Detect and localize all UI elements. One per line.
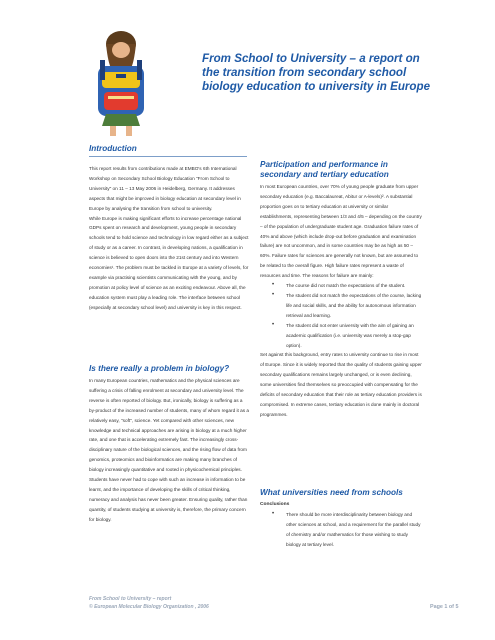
problem-heading: Is there really a problem in biology? bbox=[89, 364, 230, 373]
conclusions-list bbox=[260, 510, 422, 550]
intro-paragraph-2: While Europe is making significant efforts to increase percentage national GDPs spent on research and development, young people in secondary schools tend to hold science and technology in low regard either as a subject of study or as a career. In contrast, in developing nations, a qualification in science is believed to open doors into the 21st century and into Western economies¹. The problem must be tackled in Europe at a variety of levels, for example via practising scientists communicating with the young, and by promotion at policy level of science as an exciting endeavour. Above all, the education system must play a leading role. The interface between school (especially at secondary school level) and university is key in this respect. bbox=[89, 215, 249, 310]
document-title: From School to University – a report on the transition from secondary school biology education to university in Europe bbox=[202, 52, 431, 93]
left-column bbox=[89, 164, 249, 313]
conclusions-label: Conclusions bbox=[260, 502, 290, 507]
list-item: • The course did not match the expectations of the student. bbox=[272, 282, 406, 289]
failure-reasons-list bbox=[260, 281, 422, 350]
list-item: • The student did not match the expectations of the course, lacking life and social skills, and the ability for autonomous information retrieval and learning. bbox=[272, 291, 422, 318]
list-item: • The student did not enter university with the aim of gaining an academic qualification (i.e. university was merely a stop-gap option). bbox=[272, 321, 414, 348]
right-column-lower bbox=[260, 500, 422, 550]
schoolgirl-with-backpack-icon bbox=[86, 30, 156, 136]
right-column bbox=[260, 182, 422, 420]
list-item: • There should be more interdisciplinarity between biology and other sciences at school, and a requirement for the parallel study of chemistry and/or mathematics for those wishing to study biology at tertiary level. bbox=[272, 510, 421, 547]
footer bbox=[89, 596, 401, 611]
problem-paragraph-1: In many European countries, mathematics and the physical sciences are suffering a crisis of falling enrolment at secondary and university level. The reverse is often reported of biology. But, ironically, biology is suffering as a by-product of the increased number of students, many of whom regard it as a relatively easy, "soft", science. Yet compared with other sciences, new knowledge and technical approaches are arising in biology at a much higher rate, and one that is accelerating extremely fast. The increasingly cross-disciplinary nature of the biological sciences, and the rising flow of data from genomics, proteomics and bioinformatics are making many branches of biology increasingly quantitative and rooted in physicochemical principles. Students have never had to cope with such an increase in information to be learnt, and the importance of developing the skills of critical thinking, numeracy and analysis has never been greater. Ensuring quality, rather than quantity, of students studying at university is, therefore, the primary concern for biology. bbox=[89, 378, 249, 522]
needs-heading: What universities need from schools bbox=[260, 488, 403, 497]
page-number: Page 1 of 5 bbox=[430, 604, 459, 610]
left-column-lower bbox=[89, 376, 249, 525]
introduction-rule bbox=[89, 156, 247, 157]
participation-paragraph-2: Set against this background, entry rates to university continue to rise in most of Europe. Since it is widely reported that the quality of students gaining upper secondary qualifications remains largely unchanged, or is even declining, some universities find themselves so preoccupied with compensating for the deficits of secondary education that their role as tertiary education providers is compromised. In extreme cases, tertiary education is done mainly in doctoral programmes. bbox=[260, 352, 422, 417]
footer-copyright: © European Molecular Biology Organization , 2006 bbox=[89, 603, 209, 610]
participation-heading: Participation and performance in secondary and tertiary education bbox=[260, 160, 389, 179]
introduction-heading: Introduction bbox=[89, 144, 137, 153]
footer-title: From School to University – report bbox=[89, 596, 172, 602]
intro-paragraph-1: This report results from contributions made at EMBO's 6th International Workshop on Secondary School Biology Education "From School to University" on 11 – 13 May 2006 in Heidelberg, Germany. It addresses aspects that might be improved in biology education at secondary level in Europe by analysing the transition from school to university. bbox=[89, 166, 241, 211]
participation-paragraph-1: In most European countries, over 70% of young people graduate from upper secondary education (e.g. Baccalaureat, Abitur or A-levels)². A substantial proportion goes on to tertiary education at university or similar establishments, representing between 1/3 and 4/5 – depending on the country – of the population of undergraduate student age. Graduation failure rates of 40% and above (which include drop-out before graduation and examination failure) are not uncommon, and in some countries may be as high as 50 – 60%. Failure rates for sciences are generally not known, but are assumed to be related to the overall figure. High failure rates represent a waste of resources and time. The reasons for failure are mainly: bbox=[260, 184, 422, 279]
